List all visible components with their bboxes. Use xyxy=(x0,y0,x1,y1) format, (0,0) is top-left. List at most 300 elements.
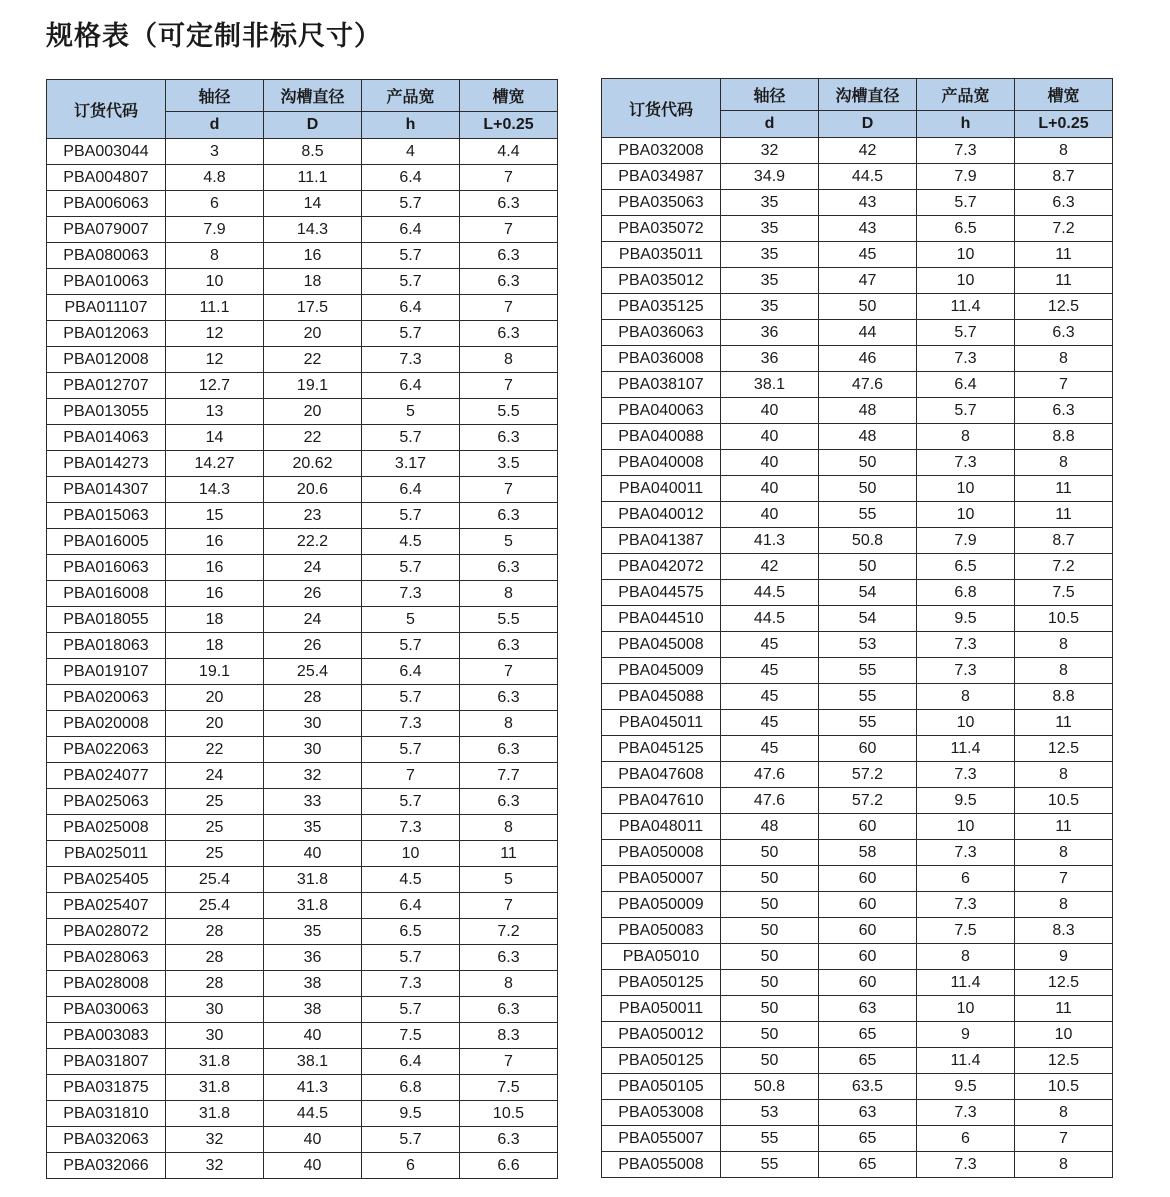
cell-groove-width-L: 6.3 xyxy=(1015,320,1113,346)
cell-groove-width-L: 8 xyxy=(1015,138,1113,164)
cell-groove-D: 48 xyxy=(819,424,917,450)
header-groove-width-symbol: L+0.25 xyxy=(460,112,558,139)
cell-shaft-d: 4.8 xyxy=(166,165,264,191)
cell-width-h: 7.3 xyxy=(917,1100,1015,1126)
cell-width-h: 10 xyxy=(917,242,1015,268)
cell-shaft-d: 36 xyxy=(721,320,819,346)
cell-groove-width-L: 11 xyxy=(1015,710,1113,736)
table-row xyxy=(47,841,558,867)
cell-code: PBA004807 xyxy=(47,165,166,191)
table-row xyxy=(602,216,1113,242)
cell-width-h: 5 xyxy=(362,399,460,425)
table-body xyxy=(602,138,1113,1178)
table-row xyxy=(602,814,1113,840)
table-row xyxy=(602,944,1113,970)
cell-groove-width-L: 6.3 xyxy=(460,243,558,269)
cell-shaft-d: 25 xyxy=(166,841,264,867)
cell-groove-D: 32 xyxy=(264,763,362,789)
table-row xyxy=(47,737,558,763)
cell-code: PBA036008 xyxy=(602,346,721,372)
cell-width-h: 10 xyxy=(362,841,460,867)
cell-width-h: 7.3 xyxy=(362,581,460,607)
table-row xyxy=(47,529,558,555)
cell-shaft-d: 35 xyxy=(721,242,819,268)
cell-groove-width-L: 7 xyxy=(460,893,558,919)
cell-width-h: 6.4 xyxy=(362,295,460,321)
table-row xyxy=(602,892,1113,918)
table-row xyxy=(602,502,1113,528)
cell-width-h: 5.7 xyxy=(362,685,460,711)
header-groove-dia-symbol: D xyxy=(264,112,362,139)
cell-width-h: 7.3 xyxy=(362,347,460,373)
cell-groove-width-L: 6.3 xyxy=(460,685,558,711)
cell-shaft-d: 31.8 xyxy=(166,1049,264,1075)
cell-shaft-d: 53 xyxy=(721,1100,819,1126)
cell-groove-D: 25.4 xyxy=(264,659,362,685)
cell-shaft-d: 12.7 xyxy=(166,373,264,399)
cell-width-h: 7.3 xyxy=(917,346,1015,372)
table-row xyxy=(602,346,1113,372)
cell-groove-width-L: 11 xyxy=(1015,268,1113,294)
header-groove-width: 槽宽 xyxy=(460,80,558,112)
table-row xyxy=(47,685,558,711)
cell-code: PBA040063 xyxy=(602,398,721,424)
cell-groove-width-L: 12.5 xyxy=(1015,736,1113,762)
cell-groove-width-L: 7.7 xyxy=(460,763,558,789)
cell-width-h: 7.5 xyxy=(917,918,1015,944)
table-row xyxy=(602,294,1113,320)
cell-width-h: 6.4 xyxy=(362,165,460,191)
cell-shaft-d: 50 xyxy=(721,944,819,970)
cell-width-h: 6.4 xyxy=(362,477,460,503)
cell-groove-D: 35 xyxy=(264,815,362,841)
table-row xyxy=(602,450,1113,476)
table-row xyxy=(602,736,1113,762)
cell-width-h: 7.3 xyxy=(917,450,1015,476)
cell-groove-D: 54 xyxy=(819,580,917,606)
cell-width-h: 5.7 xyxy=(917,190,1015,216)
header-shaft: 轴径 xyxy=(721,79,819,111)
table-row xyxy=(47,425,558,451)
cell-groove-D: 57.2 xyxy=(819,788,917,814)
cell-width-h: 5.7 xyxy=(362,321,460,347)
cell-groove-width-L: 10.5 xyxy=(1015,788,1113,814)
cell-width-h: 4.5 xyxy=(362,867,460,893)
cell-code: PBA024077 xyxy=(47,763,166,789)
cell-groove-D: 8.5 xyxy=(264,139,362,165)
table-row xyxy=(602,1074,1113,1100)
cell-width-h: 11.4 xyxy=(917,970,1015,996)
cell-groove-D: 28 xyxy=(264,685,362,711)
table-body xyxy=(47,139,558,1179)
table-row xyxy=(47,347,558,373)
table-row xyxy=(602,658,1113,684)
cell-groove-D: 58 xyxy=(819,840,917,866)
cell-width-h: 8 xyxy=(917,944,1015,970)
cell-groove-width-L: 8.8 xyxy=(1015,424,1113,450)
cell-groove-D: 65 xyxy=(819,1126,917,1152)
cell-groove-width-L: 10.5 xyxy=(460,1101,558,1127)
cell-width-h: 6 xyxy=(362,1153,460,1179)
cell-groove-D: 60 xyxy=(819,892,917,918)
cell-groove-D: 63.5 xyxy=(819,1074,917,1100)
cell-code: PBA031810 xyxy=(47,1101,166,1127)
cell-width-h: 5.7 xyxy=(362,945,460,971)
cell-groove-D: 22 xyxy=(264,347,362,373)
cell-code: PBA025063 xyxy=(47,789,166,815)
cell-width-h: 7.5 xyxy=(362,1023,460,1049)
cell-code: PBA025407 xyxy=(47,893,166,919)
cell-groove-width-L: 8 xyxy=(460,815,558,841)
table-row xyxy=(602,1048,1113,1074)
table-row xyxy=(47,191,558,217)
cell-width-h: 5.7 xyxy=(917,398,1015,424)
table-row xyxy=(47,711,558,737)
cell-groove-D: 50 xyxy=(819,294,917,320)
cell-groove-D: 44 xyxy=(819,320,917,346)
cell-shaft-d: 34.9 xyxy=(721,164,819,190)
cell-groove-width-L: 6.3 xyxy=(460,737,558,763)
cell-groove-width-L: 8 xyxy=(1015,658,1113,684)
cell-code: PBA045125 xyxy=(602,736,721,762)
table-row xyxy=(47,1023,558,1049)
cell-code: PBA040008 xyxy=(602,450,721,476)
cell-groove-D: 19.1 xyxy=(264,373,362,399)
cell-shaft-d: 31.8 xyxy=(166,1075,264,1101)
table-row xyxy=(602,866,1113,892)
cell-groove-width-L: 7 xyxy=(1015,866,1113,892)
cell-groove-width-L: 8 xyxy=(1015,840,1113,866)
table-row xyxy=(47,1049,558,1075)
cell-width-h: 9.5 xyxy=(917,1074,1015,1100)
cell-shaft-d: 47.6 xyxy=(721,762,819,788)
table-row xyxy=(602,918,1113,944)
cell-code: PBA048011 xyxy=(602,814,721,840)
cell-groove-width-L: 10.5 xyxy=(1015,1074,1113,1100)
table-row xyxy=(602,632,1113,658)
cell-width-h: 6 xyxy=(917,866,1015,892)
table-row xyxy=(602,476,1113,502)
cell-groove-width-L: 7.5 xyxy=(1015,580,1113,606)
cell-groove-width-L: 6.3 xyxy=(460,425,558,451)
cell-groove-D: 40 xyxy=(264,841,362,867)
cell-groove-width-L: 7.2 xyxy=(460,919,558,945)
cell-code: PBA055007 xyxy=(602,1126,721,1152)
cell-groove-width-L: 6.3 xyxy=(460,269,558,295)
cell-code: PBA041387 xyxy=(602,528,721,554)
cell-width-h: 7 xyxy=(362,763,460,789)
cell-code: PBA015063 xyxy=(47,503,166,529)
cell-shaft-d: 45 xyxy=(721,632,819,658)
cell-width-h: 5.7 xyxy=(362,555,460,581)
cell-groove-width-L: 7.5 xyxy=(460,1075,558,1101)
cell-groove-width-L: 10.5 xyxy=(1015,606,1113,632)
cell-width-h: 10 xyxy=(917,502,1015,528)
table-row xyxy=(602,424,1113,450)
cell-width-h: 5.7 xyxy=(362,269,460,295)
header-groove-dia: 沟槽直径 xyxy=(819,79,917,111)
cell-code: PBA050125 xyxy=(602,1048,721,1074)
cell-groove-D: 26 xyxy=(264,633,362,659)
cell-groove-D: 36 xyxy=(264,945,362,971)
cell-groove-D: 65 xyxy=(819,1048,917,1074)
table-row xyxy=(47,477,558,503)
cell-width-h: 8 xyxy=(917,684,1015,710)
cell-shaft-d: 42 xyxy=(721,554,819,580)
cell-groove-width-L: 7 xyxy=(1015,1126,1113,1152)
cell-shaft-d: 28 xyxy=(166,919,264,945)
cell-width-h: 7.3 xyxy=(917,632,1015,658)
cell-code: PBA035011 xyxy=(602,242,721,268)
cell-shaft-d: 30 xyxy=(166,1023,264,1049)
cell-code: PBA012063 xyxy=(47,321,166,347)
table-row xyxy=(602,242,1113,268)
table-row xyxy=(602,398,1113,424)
cell-groove-width-L: 12.5 xyxy=(1015,294,1113,320)
cell-code: PBA045008 xyxy=(602,632,721,658)
cell-shaft-d: 50 xyxy=(721,1022,819,1048)
table-row xyxy=(47,581,558,607)
cell-shaft-d: 20 xyxy=(166,711,264,737)
cell-groove-width-L: 8 xyxy=(1015,762,1113,788)
cell-code: PBA045009 xyxy=(602,658,721,684)
cell-code: PBA016005 xyxy=(47,529,166,555)
table-row xyxy=(602,138,1113,164)
cell-groove-D: 55 xyxy=(819,502,917,528)
cell-width-h: 6.4 xyxy=(917,372,1015,398)
cell-groove-D: 30 xyxy=(264,711,362,737)
cell-groove-width-L: 4.4 xyxy=(460,139,558,165)
table-row xyxy=(47,659,558,685)
table-row xyxy=(602,164,1113,190)
cell-groove-D: 50.8 xyxy=(819,528,917,554)
cell-shaft-d: 32 xyxy=(166,1153,264,1179)
cell-groove-D: 55 xyxy=(819,658,917,684)
table-row xyxy=(602,840,1113,866)
cell-width-h: 6 xyxy=(917,1126,1015,1152)
cell-code: PBA050008 xyxy=(602,840,721,866)
cell-width-h: 5.7 xyxy=(917,320,1015,346)
cell-code: PBA031875 xyxy=(47,1075,166,1101)
cell-groove-D: 48 xyxy=(819,398,917,424)
cell-shaft-d: 16 xyxy=(166,555,264,581)
cell-groove-D: 60 xyxy=(819,970,917,996)
cell-code: PBA050009 xyxy=(602,892,721,918)
table-row xyxy=(47,321,558,347)
cell-code: PBA050083 xyxy=(602,918,721,944)
cell-shaft-d: 45 xyxy=(721,684,819,710)
cell-groove-width-L: 8 xyxy=(1015,892,1113,918)
cell-groove-width-L: 8 xyxy=(1015,1152,1113,1178)
cell-width-h: 7.3 xyxy=(917,840,1015,866)
cell-width-h: 5.7 xyxy=(362,997,460,1023)
cell-width-h: 5.7 xyxy=(362,633,460,659)
table-row xyxy=(47,1075,558,1101)
spec-table-left xyxy=(46,79,558,1179)
table-row xyxy=(47,997,558,1023)
table-row xyxy=(602,1022,1113,1048)
cell-groove-D: 60 xyxy=(819,944,917,970)
cell-shaft-d: 11.1 xyxy=(166,295,264,321)
page-title: 规格表（可定制非标尺寸） xyxy=(46,21,382,52)
cell-width-h: 6.4 xyxy=(362,659,460,685)
cell-width-h: 6.4 xyxy=(362,1049,460,1075)
cell-shaft-d: 35 xyxy=(721,190,819,216)
cell-code: PBA013055 xyxy=(47,399,166,425)
table-row xyxy=(47,269,558,295)
cell-width-h: 5.7 xyxy=(362,425,460,451)
cell-code: PBA019107 xyxy=(47,659,166,685)
cell-shaft-d: 50 xyxy=(721,866,819,892)
cell-code: PBA012008 xyxy=(47,347,166,373)
cell-code: PBA025008 xyxy=(47,815,166,841)
cell-shaft-d: 10 xyxy=(166,269,264,295)
cell-groove-width-L: 6.3 xyxy=(460,789,558,815)
cell-groove-width-L: 11 xyxy=(1015,996,1113,1022)
cell-code: PBA032008 xyxy=(602,138,721,164)
header-code: 订货代码 xyxy=(602,79,721,138)
cell-width-h: 10 xyxy=(917,476,1015,502)
cell-groove-width-L: 8.3 xyxy=(460,1023,558,1049)
cell-code: PBA05010 xyxy=(602,944,721,970)
cell-code: PBA035012 xyxy=(602,268,721,294)
cell-groove-width-L: 11 xyxy=(1015,476,1113,502)
cell-shaft-d: 50 xyxy=(721,892,819,918)
cell-code: PBA040012 xyxy=(602,502,721,528)
cell-width-h: 9.5 xyxy=(917,788,1015,814)
cell-shaft-d: 16 xyxy=(166,581,264,607)
header-shaft-symbol: d xyxy=(721,111,819,138)
table-row xyxy=(602,372,1113,398)
cell-code: PBA012707 xyxy=(47,373,166,399)
table-header xyxy=(47,80,558,139)
cell-width-h: 11.4 xyxy=(917,1048,1015,1074)
cell-width-h: 6.8 xyxy=(917,580,1015,606)
cell-shaft-d: 22 xyxy=(166,737,264,763)
cell-groove-D: 60 xyxy=(819,918,917,944)
table-row xyxy=(602,320,1113,346)
table-row xyxy=(47,945,558,971)
table-row xyxy=(47,607,558,633)
cell-groove-width-L: 6.3 xyxy=(460,191,558,217)
cell-groove-D: 63 xyxy=(819,996,917,1022)
cell-groove-width-L: 8 xyxy=(1015,1100,1113,1126)
cell-width-h: 6.4 xyxy=(362,217,460,243)
cell-groove-D: 20 xyxy=(264,399,362,425)
table-row xyxy=(602,580,1113,606)
cell-shaft-d: 45 xyxy=(721,736,819,762)
cell-code: PBA014063 xyxy=(47,425,166,451)
cell-groove-D: 16 xyxy=(264,243,362,269)
cell-groove-D: 57.2 xyxy=(819,762,917,788)
cell-width-h: 5.7 xyxy=(362,1127,460,1153)
cell-width-h: 10 xyxy=(917,710,1015,736)
cell-shaft-d: 7.9 xyxy=(166,217,264,243)
cell-shaft-d: 50 xyxy=(721,1048,819,1074)
cell-code: PBA079007 xyxy=(47,217,166,243)
cell-shaft-d: 50 xyxy=(721,970,819,996)
table-row xyxy=(602,710,1113,736)
cell-shaft-d: 38.1 xyxy=(721,372,819,398)
cell-code: PBA053008 xyxy=(602,1100,721,1126)
cell-shaft-d: 55 xyxy=(721,1126,819,1152)
cell-groove-D: 47.6 xyxy=(819,372,917,398)
cell-width-h: 5 xyxy=(362,607,460,633)
cell-code: PBA040088 xyxy=(602,424,721,450)
cell-width-h: 5.7 xyxy=(362,737,460,763)
cell-shaft-d: 25 xyxy=(166,815,264,841)
table-row xyxy=(47,451,558,477)
cell-groove-D: 44.5 xyxy=(819,164,917,190)
cell-shaft-d: 16 xyxy=(166,529,264,555)
cell-shaft-d: 19.1 xyxy=(166,659,264,685)
cell-width-h: 10 xyxy=(917,268,1015,294)
cell-shaft-d: 50.8 xyxy=(721,1074,819,1100)
cell-code: PBA050012 xyxy=(602,1022,721,1048)
cell-shaft-d: 30 xyxy=(166,997,264,1023)
table-row xyxy=(47,503,558,529)
cell-groove-width-L: 7 xyxy=(460,165,558,191)
cell-code: PBA020008 xyxy=(47,711,166,737)
cell-groove-D: 31.8 xyxy=(264,893,362,919)
cell-shaft-d: 48 xyxy=(721,814,819,840)
cell-shaft-d: 44.5 xyxy=(721,606,819,632)
cell-groove-width-L: 6.3 xyxy=(460,555,558,581)
cell-groove-width-L: 8.7 xyxy=(1015,528,1113,554)
cell-shaft-d: 50 xyxy=(721,996,819,1022)
cell-shaft-d: 55 xyxy=(721,1152,819,1178)
spec-table-right xyxy=(601,78,1113,1178)
cell-code: PBA010063 xyxy=(47,269,166,295)
cell-shaft-d: 45 xyxy=(721,658,819,684)
cell-code: PBA035072 xyxy=(602,216,721,242)
cell-width-h: 7.3 xyxy=(917,892,1015,918)
cell-shaft-d: 40 xyxy=(721,502,819,528)
cell-shaft-d: 3 xyxy=(166,139,264,165)
cell-shaft-d: 41.3 xyxy=(721,528,819,554)
cell-groove-D: 24 xyxy=(264,607,362,633)
cell-groove-width-L: 7 xyxy=(460,659,558,685)
cell-code: PBA032066 xyxy=(47,1153,166,1179)
cell-groove-D: 55 xyxy=(819,684,917,710)
cell-groove-D: 40 xyxy=(264,1127,362,1153)
table-row xyxy=(602,268,1113,294)
cell-width-h: 7.9 xyxy=(917,528,1015,554)
cell-groove-width-L: 3.5 xyxy=(460,451,558,477)
cell-code: PBA035063 xyxy=(602,190,721,216)
cell-groove-D: 22 xyxy=(264,425,362,451)
cell-width-h: 11.4 xyxy=(917,736,1015,762)
cell-code: PBA031807 xyxy=(47,1049,166,1075)
cell-code: PBA028063 xyxy=(47,945,166,971)
cell-code: PBA080063 xyxy=(47,243,166,269)
cell-groove-D: 38 xyxy=(264,971,362,997)
cell-groove-D: 46 xyxy=(819,346,917,372)
cell-code: PBA032063 xyxy=(47,1127,166,1153)
table-row xyxy=(47,1127,558,1153)
header-groove-dia-symbol: D xyxy=(819,111,917,138)
table-row xyxy=(47,789,558,815)
cell-groove-width-L: 8 xyxy=(460,971,558,997)
header-groove-width: 槽宽 xyxy=(1015,79,1113,111)
cell-code: PBA006063 xyxy=(47,191,166,217)
cell-shaft-d: 18 xyxy=(166,607,264,633)
table-row xyxy=(602,554,1113,580)
cell-groove-width-L: 10 xyxy=(1015,1022,1113,1048)
cell-width-h: 6.5 xyxy=(917,554,1015,580)
cell-code: PBA035125 xyxy=(602,294,721,320)
cell-groove-width-L: 11 xyxy=(460,841,558,867)
